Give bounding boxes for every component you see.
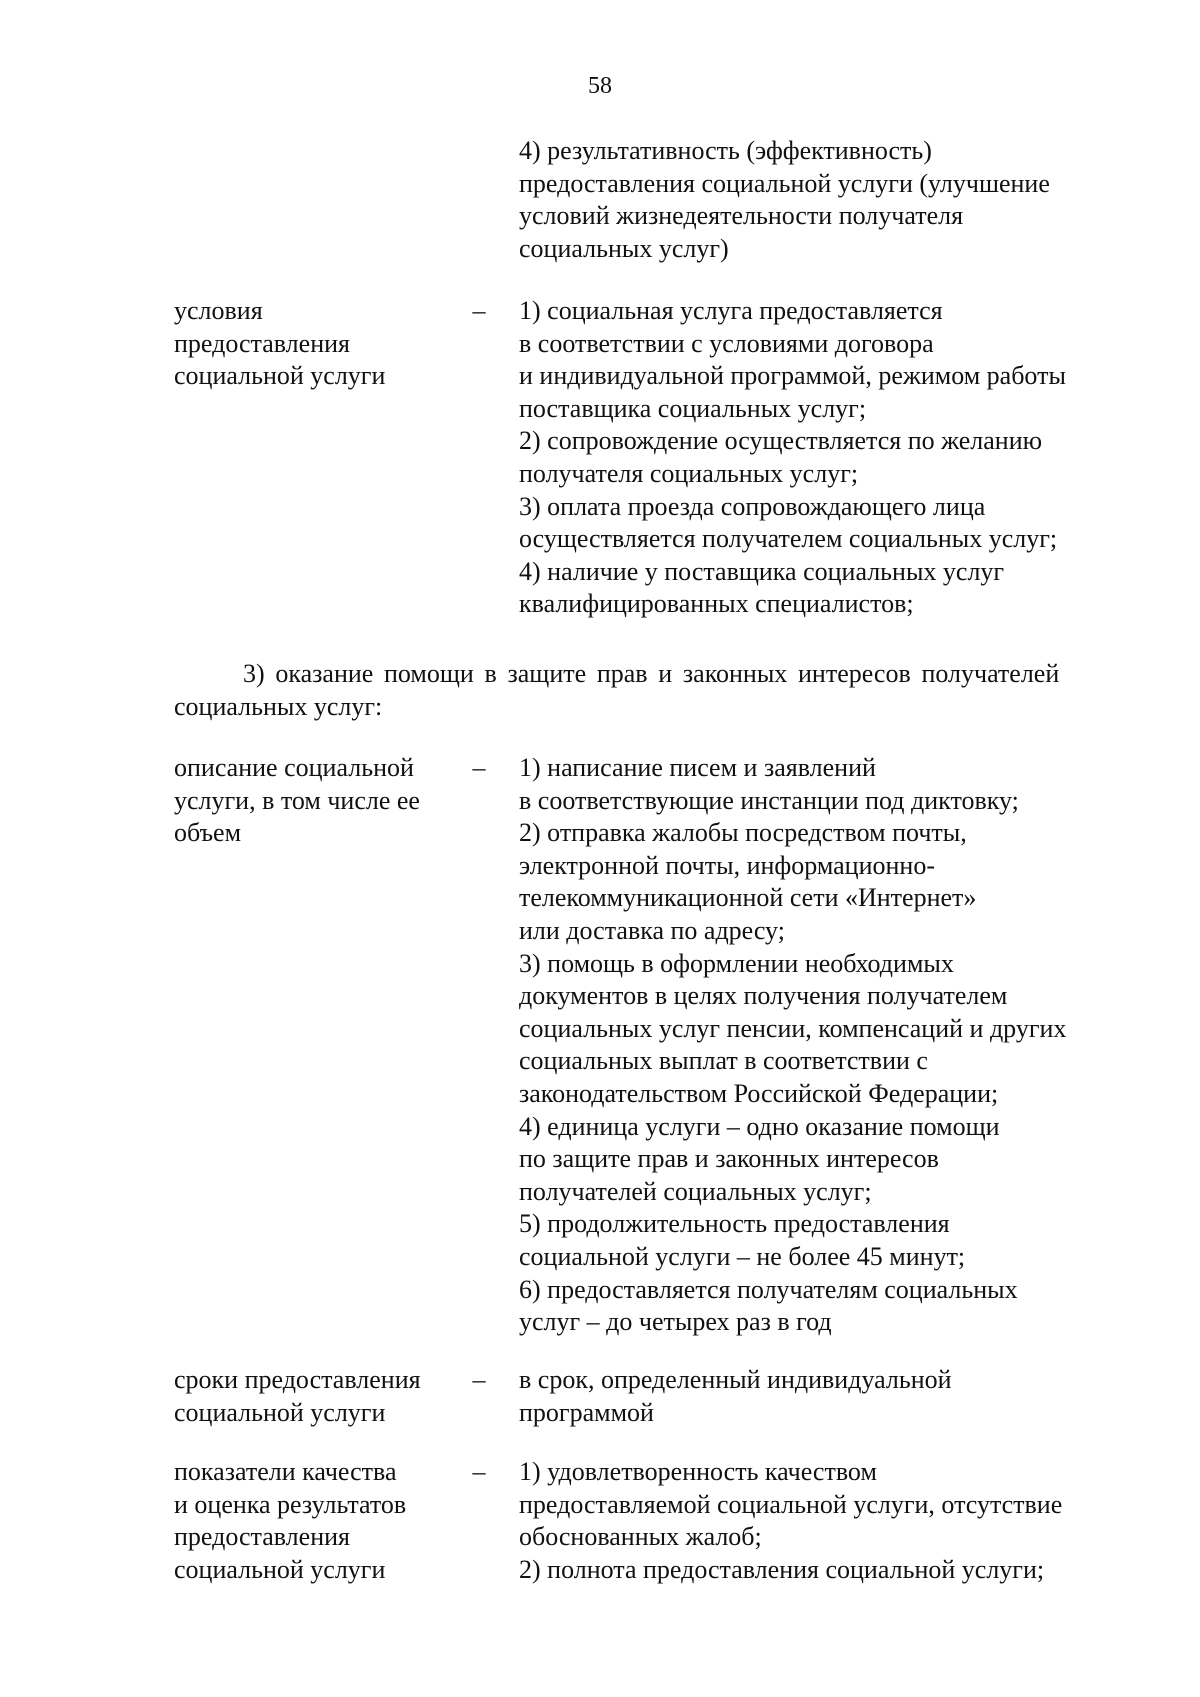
dash-separator: – xyxy=(472,296,486,325)
description-value xyxy=(519,752,1149,1339)
value-line: 6) предоставляется получателям социальных xyxy=(519,1274,1018,1304)
value-line: по защите прав и законных интересов xyxy=(519,1144,939,1174)
description-label xyxy=(174,752,474,850)
value-line: 4) единица услуги – одно оказание помощи xyxy=(519,1111,1000,1141)
label-line: показатели качества xyxy=(174,1457,397,1486)
heading-line: 3) оказание помощи в защите прав и законных интересов получателей xyxy=(243,659,1060,688)
continuation-value xyxy=(519,135,1139,265)
value-line: электронной почты, информационно- xyxy=(519,850,935,880)
label-line: описание социальной xyxy=(174,753,414,782)
value-line: социальных выплат в соответствии с xyxy=(519,1046,928,1076)
value-line: квалифицированных специалистов; xyxy=(519,589,914,619)
value-line: предоставляемой социальной услуги, отсутствие xyxy=(519,1489,1063,1519)
value-line: в соответствующие инстанции под диктовку; xyxy=(519,785,1019,815)
page-number: 58 xyxy=(588,73,612,99)
value-line: социальных услуг пенсии, компенсаций и других xyxy=(519,1013,1067,1043)
label-line: и оценка результатов xyxy=(174,1489,407,1519)
continuation-line: предоставления социальной услуги (улучшение xyxy=(519,168,1050,198)
quality-label xyxy=(174,1456,474,1586)
label-line: социальной услуги xyxy=(174,1554,386,1584)
label-line: условия xyxy=(174,296,263,325)
value-line: получателя социальных услуг; xyxy=(519,458,859,488)
conditions-value xyxy=(519,295,1149,621)
label-line: социальной услуги xyxy=(174,361,386,391)
value-line: и индивидуальной программой, режимом работы xyxy=(519,361,1066,391)
value-line: 4) наличие у поставщика социальных услуг xyxy=(519,556,1005,586)
continuation-line: условий жизнедеятельности получателя xyxy=(519,201,964,231)
label-line: услуги, в том числе ее xyxy=(174,785,420,815)
label-line: объем xyxy=(174,818,242,848)
value-line: 1) социальная услуга предоставляется xyxy=(519,296,943,325)
value-line: 3) помощь в оформлении необходимых xyxy=(519,948,954,978)
value-line: 3) оплата проезда сопровождающего лица xyxy=(519,491,986,521)
value-line: в соответствии с условиями договора xyxy=(519,328,934,358)
value-line: 5) продолжительность предоставления xyxy=(519,1209,950,1239)
heading-line: социальных услуг: xyxy=(174,691,383,721)
label-line: предоставления xyxy=(174,328,350,358)
value-line: 1) удовлетворенность качеством xyxy=(519,1457,877,1486)
value-line: 2) полнота предоставления социальной услуги; xyxy=(519,1554,1045,1584)
value-line: телекоммуникационной сети «Интернет» xyxy=(519,883,977,913)
label-line: сроки предоставления xyxy=(174,1365,421,1394)
value-line: социальной услуги – не более 45 минут; xyxy=(519,1241,966,1271)
section-heading xyxy=(174,658,1126,723)
label-line: предоставления xyxy=(174,1522,350,1552)
terms-value xyxy=(519,1364,1149,1429)
conditions-label xyxy=(174,295,474,393)
value-line: документов в целях получения получателем xyxy=(519,981,1008,1011)
value-line: или доставка по адресу; xyxy=(519,915,785,945)
value-line: 2) отправка жалобы посредством почты, xyxy=(519,818,967,848)
value-line: 1) написание писем и заявлений xyxy=(519,753,876,782)
value-line: законодательством Российской Федерации; xyxy=(519,1078,999,1108)
continuation-line: 4) результативность (эффективность) xyxy=(519,136,932,165)
terms-label xyxy=(174,1364,474,1429)
continuation-line: социальных услуг) xyxy=(519,233,729,263)
quality-value xyxy=(519,1456,1149,1586)
dash-separator: – xyxy=(472,1365,486,1394)
value-line: 2) сопровождение осуществляется по желанию xyxy=(519,426,1043,456)
label-line: социальной услуги xyxy=(174,1397,386,1427)
value-line: в срок, определенный индивидуальной xyxy=(519,1365,952,1394)
value-line: обоснованных жалоб; xyxy=(519,1522,762,1552)
dash-separator: – xyxy=(472,753,486,782)
value-line: программой xyxy=(519,1397,654,1427)
value-line: получателей социальных услуг; xyxy=(519,1176,872,1206)
value-line: поставщика социальных услуг; xyxy=(519,393,867,423)
value-line: осуществляется получателем социальных услуг; xyxy=(519,524,1058,554)
dash-separator: – xyxy=(472,1457,486,1486)
value-line: услуг – до четырех раз в год xyxy=(519,1307,832,1337)
